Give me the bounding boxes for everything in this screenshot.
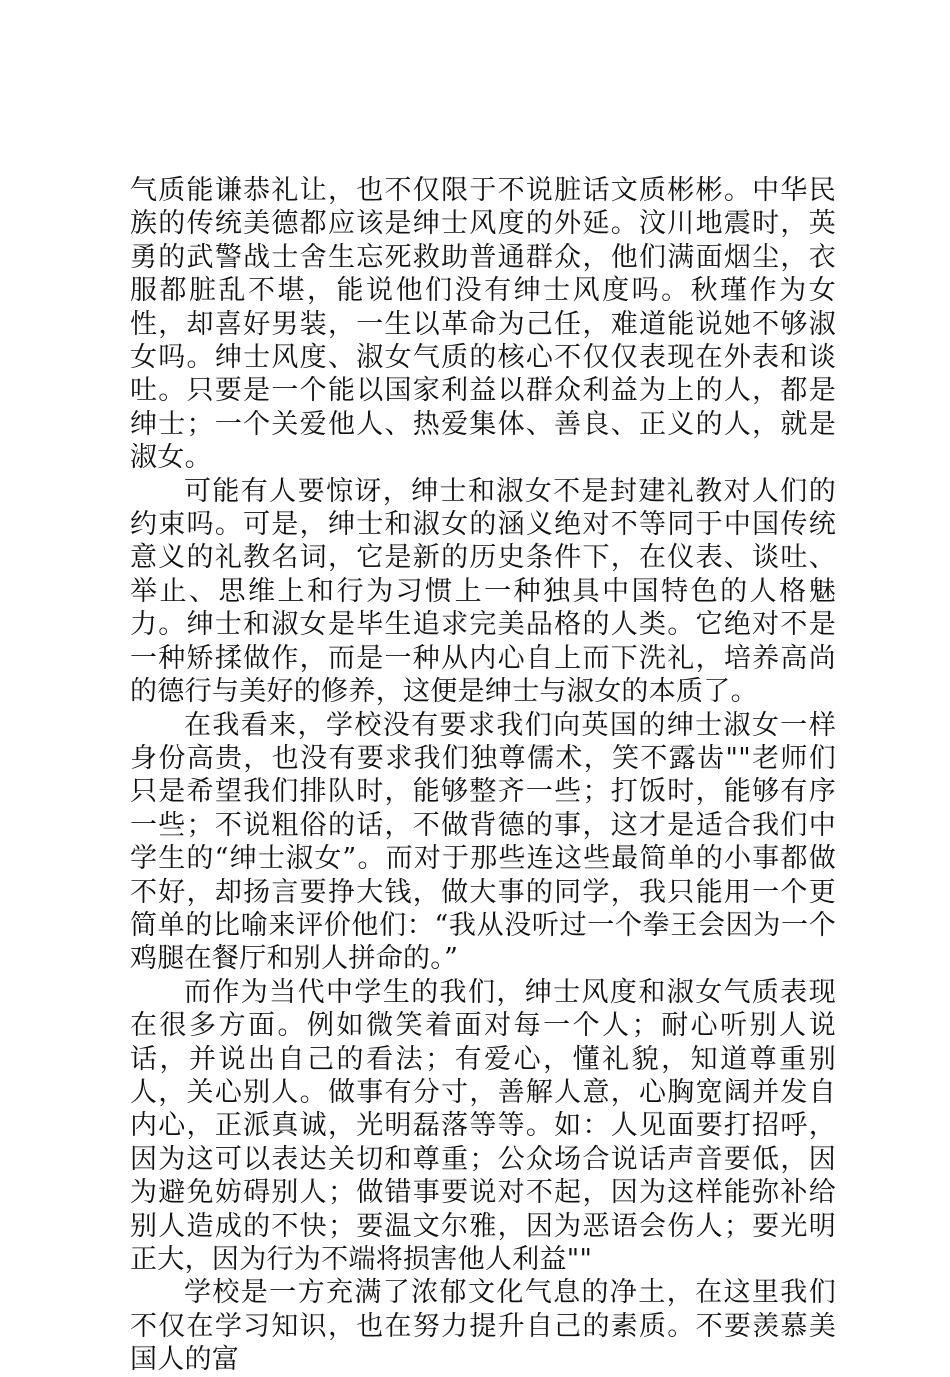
paragraph-3: 在我看来，学校没有要求我们向英国的绅士淑女一样身份高贵，也没有要求我们独尊儒术，笑不露齿""老师们只是希望我们排队时，能够整齐一些；打饭时，能够有序一些；不说粗俗的话，不做背德的事，这才是适合我们中学生的“绅士淑女”。而对于那些连这些最简单的小事都做不好，却扬言要挣大钱，做大事的同学，我只能用一个更简单的比喻来评价他们：“我从没听过一个拳王会因为一个鸡腿在餐厅和别人拼命的。”: [130, 709, 836, 975]
paragraph-1: 气质能谦恭礼让，也不仅限于不说脏话文质彬彬。中华民族的传统美德都应该是绅士风度的外延。汶川地震时，英勇的武警战士舍生忘死救助普通群众，他们满面烟尘，衣服都脏乱不堪，能说他们没有绅士风度吗。秋瑾作为女性，却喜好男装，一生以革命为己任，难道能说她不够淑女吗。绅士风度、淑女气质的核心不仅仅表现在外表和谈吐。只要是一个能以国家利益以群众利益为上的人，都是绅士；一个关爱他人、热爱集体、善良、正义的人，就是淑女。: [130, 175, 836, 474]
paragraph-5: 学校是一方充满了浓郁文化气息的净土，在这里我们不仅在学习知识，也在努力提升自己的素质。不要羡慕美国人的富: [130, 1277, 836, 1376]
paragraph-2: 可能有人要惊讶，绅士和淑女不是封建礼教对人们的约束吗。可是，绅士和淑女的涵义绝对不等同于中国传统意义的礼教名词，它是新的历史条件下，在仪表、谈吐、举止、思维上和行为习惯上一种独具中国特色的人格魅力。绅士和淑女是毕生追求完美品格的人类。它绝对不是一种矫揉做作，而是一种从内心自上而下洗礼，培养高尚的德行与美好的修养，这便是绅士与淑女的本质了。: [130, 475, 836, 708]
document-body: [130, 174, 836, 1377]
paragraph-4: 而作为当代中学生的我们，绅士风度和淑女气质表现在很多方面。例如微笑着面对每一个人；耐心听别人说话，并说出自己的看法；有爱心，懂礼貌，知道尊重别人，关心别人。做事有分寸，善解人意，心胸宽阔并发自内心，正派真诚，光明磊落等等。如：人见面要打招呼，因为这可以表达关切和尊重；公众场合说话声音要低，因为避免妨碍别人；做错事要说对不起，因为这样能弥补给别人造成的不快；要温文尔雅，因为恶语会伤人；要光明正大，因为行为不端将损害他人利益"": [130, 976, 836, 1275]
